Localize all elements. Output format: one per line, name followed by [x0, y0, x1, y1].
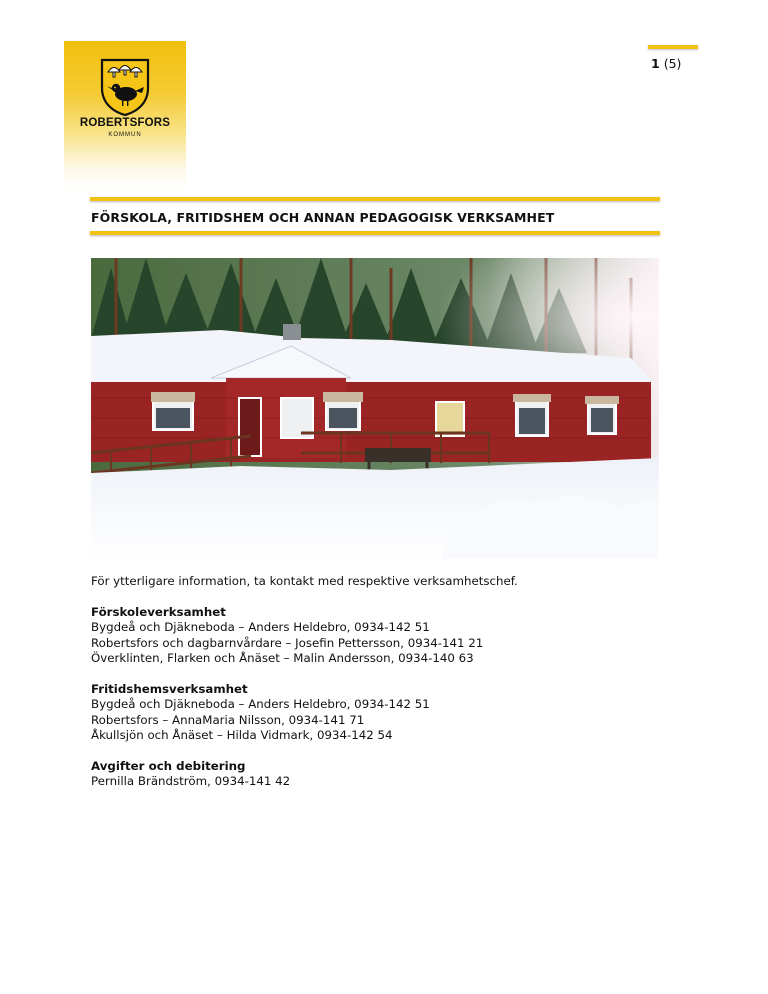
- page-number-rule: [648, 45, 698, 49]
- contact-line: Bygdeå och Djäkneboda – Anders Heldebro, 0934-142 51: [91, 697, 430, 711]
- contact-line: Åkullsjön och Ånäset – Hilda Vidmark, 0934-142 54: [91, 728, 393, 742]
- section-title: Avgifter och debitering: [91, 758, 246, 773]
- contact-line: Robertsfors och dagbarnvårdare – Josefin Pettersson, 0934-141 21: [91, 635, 484, 650]
- logo: [64, 41, 186, 190]
- contact-line: Robertsfors – AnnaMaria Nilsson, 0934-141 71: [91, 712, 365, 727]
- heading-rule-bottom: [90, 231, 660, 235]
- logo-subtitle: KOMMUN: [108, 132, 142, 138]
- page-number: [651, 56, 681, 71]
- page-title: FÖRSKOLA, FRITIDSHEM OCH ANNAN PEDAGOGISK VERKSAMHET: [91, 210, 555, 225]
- contact-line: Pernilla Brändström, 0934-141 42: [91, 774, 291, 788]
- logo-name: ROBERTSFORS: [79, 117, 171, 129]
- section-forskola: [91, 605, 671, 667]
- contact-line: Bygdeå och Djäkneboda – Anders Heldebro, 0934-142 51: [91, 620, 430, 634]
- page-current: 1: [651, 56, 660, 71]
- preschool-photo: [91, 258, 659, 559]
- section-title: Förskoleverksamhet: [91, 604, 226, 619]
- section-avgifter: [91, 759, 671, 790]
- section-title: Fritidshemsverksamhet: [91, 681, 248, 696]
- heading-rule-top: [90, 197, 660, 201]
- coat-of-arms-icon: [100, 58, 150, 116]
- section-fritidshem: [91, 682, 671, 744]
- intro-text: För ytterligare information, ta kontakt med respektive verksamhetschef.: [91, 574, 518, 588]
- page-total: (5): [663, 56, 682, 71]
- contact-line: Överklinten, Flarken och Ånäset – Malin Andersson, 0934-140 63: [91, 651, 474, 665]
- contact-info: [91, 574, 671, 790]
